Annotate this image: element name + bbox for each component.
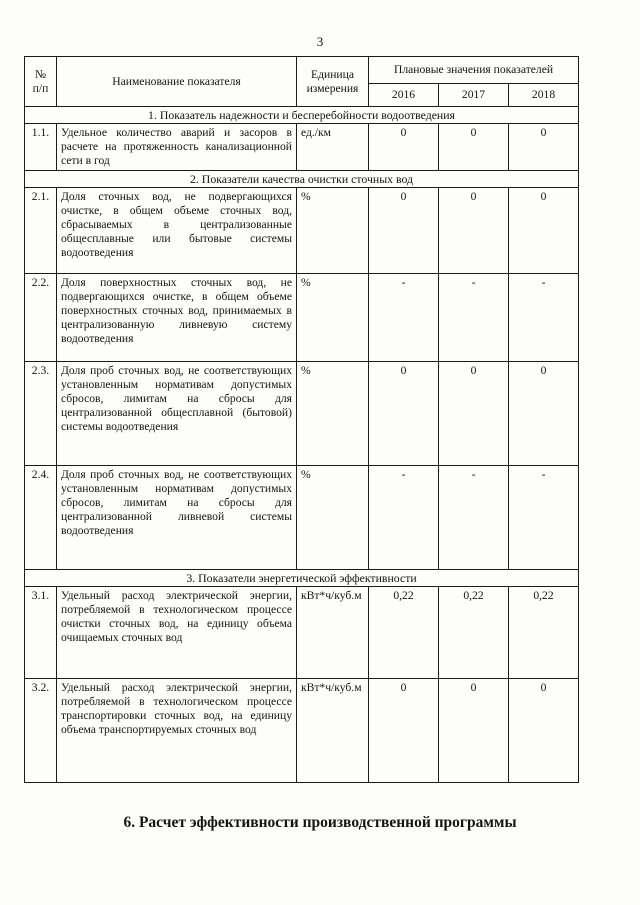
row-value-2018: 0: [509, 679, 579, 783]
row-num: 1.1.: [25, 124, 57, 171]
row-value-2017: -: [439, 274, 509, 362]
row-value-2016: 0,22: [369, 587, 439, 679]
row-unit: кВт*ч/куб.м: [297, 679, 369, 783]
row-value-2017: 0: [439, 362, 509, 466]
row-unit: %: [297, 362, 369, 466]
row-value-2018: 0: [509, 124, 579, 171]
table-row: [25, 466, 579, 570]
header-year-2017: 2017: [439, 84, 509, 107]
row-unit: ед./км: [297, 124, 369, 171]
header-num: № п/п: [25, 57, 57, 107]
header-plan: Плановые значения показателей: [369, 57, 579, 84]
row-value-2018: 0: [509, 188, 579, 274]
row-name: Удельный расход электрической энергии, потребляемой в технологическом процессе транспортировки сточных вод, на единицу объема транспортируемых сточных вод: [57, 679, 297, 783]
row-unit: %: [297, 188, 369, 274]
header-year-2018: 2018: [509, 84, 579, 107]
table-row: [25, 124, 579, 171]
row-value-2016: 0: [369, 679, 439, 783]
row-num: 2.4.: [25, 466, 57, 570]
row-num: 3.2.: [25, 679, 57, 783]
row-name: Доля поверхностных сточных вод, не подвергающихся очистке, в общем объеме поверхностных сточных вод, принимаемых в централизованную ливневую систему водоотведения: [57, 274, 297, 362]
indicators-table: [24, 56, 579, 783]
row-value-2017: -: [439, 466, 509, 570]
row-name: Удельное количество аварий и засоров в расчете на протяженность канализационной сети в год: [57, 124, 297, 171]
row-num: 3.1.: [25, 587, 57, 679]
row-name: Доля сточных вод, не подвергающихся очистке, в общем объеме сточных вод, сбрасываемых в централизованные общесплавные или бытовые системы водоотведения: [57, 188, 297, 274]
section-row: [25, 170, 579, 187]
table-row: [25, 587, 579, 679]
row-unit: кВт*ч/куб.м: [297, 587, 369, 679]
row-num: 2.3.: [25, 362, 57, 466]
row-value-2017: 0: [439, 188, 509, 274]
row-value-2016: 0: [369, 362, 439, 466]
row-value-2016: 0: [369, 124, 439, 171]
row-name: Удельный расход электрической энергии, потребляемой в технологическом процессе очистки сточных вод, на единицу объема очищаемых сточных вод: [57, 587, 297, 679]
section-row: [25, 107, 579, 124]
row-num: 2.1.: [25, 188, 57, 274]
section-heading: 6. Расчет эффективности производственной программы: [123, 814, 517, 831]
header-year-2016: 2016: [369, 84, 439, 107]
header-unit: Единица измерения: [297, 57, 369, 107]
table-row: [25, 274, 579, 362]
row-unit: %: [297, 274, 369, 362]
row-value-2016: -: [369, 274, 439, 362]
page-number: 3: [316, 34, 324, 49]
row-num: 2.2.: [25, 274, 57, 362]
row-value-2018: 0: [509, 362, 579, 466]
table-row: [25, 679, 579, 783]
section-title: 3. Показатели энергетической эффективности: [25, 570, 579, 587]
section-row: [25, 570, 579, 587]
table-row: [25, 188, 579, 274]
row-value-2018: -: [509, 466, 579, 570]
table-header-row: [25, 57, 579, 84]
row-value-2016: 0: [369, 188, 439, 274]
row-value-2017: 0,22: [439, 587, 509, 679]
row-unit: %: [297, 466, 369, 570]
row-value-2017: 0: [439, 124, 509, 171]
row-value-2018: -: [509, 274, 579, 362]
section-title: 1. Показатель надежности и бесперебойности водоотведения: [25, 107, 579, 124]
table-row: [25, 362, 579, 466]
row-value-2018: 0,22: [509, 587, 579, 679]
section-title: 2. Показатели качества очистки сточных вод: [25, 170, 579, 187]
row-name: Доля проб сточных вод, не соответствующих установленным нормативам допустимых сбросов, лимитам на сбросы для централизованной общесплавной (бытовой) системы водоотведения: [57, 362, 297, 466]
row-value-2017: 0: [439, 679, 509, 783]
header-name: Наименование показателя: [57, 57, 297, 107]
row-name: Доля проб сточных вод, не соответствующих установленным нормативам допустимых сбросов, лимитам на сбросы для централизованной ливневой системы водоотведения: [57, 466, 297, 570]
row-value-2016: -: [369, 466, 439, 570]
